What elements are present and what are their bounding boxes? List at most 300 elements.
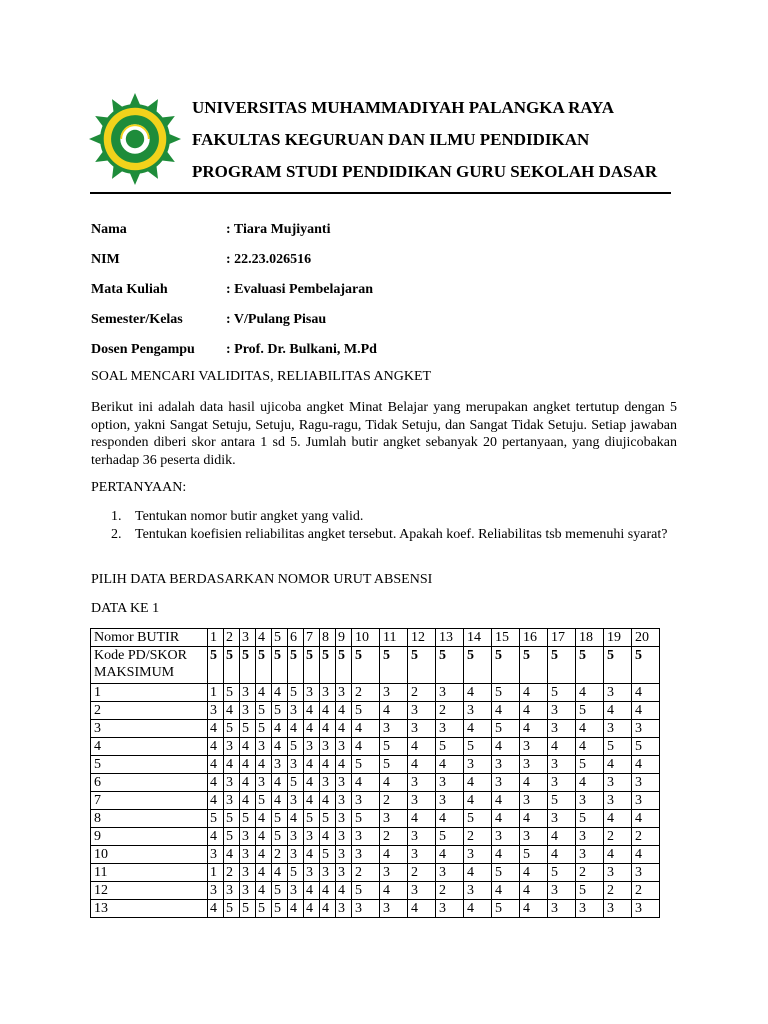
score-cell: 3 <box>208 882 224 900</box>
score-cell: 2 <box>436 882 464 900</box>
score-cell: 4 <box>272 774 288 792</box>
score-cell: 4 <box>224 756 240 774</box>
score-cell: 2 <box>576 864 604 882</box>
max-score-cell: 5 <box>464 647 492 684</box>
score-cell: 4 <box>548 738 576 756</box>
score-cell: 5 <box>492 684 520 702</box>
score-cell: 4 <box>408 738 436 756</box>
score-cell: 4 <box>320 756 336 774</box>
score-cell: 2 <box>408 864 436 882</box>
score-cell: 3 <box>240 828 256 846</box>
score-cell: 5 <box>380 756 408 774</box>
item-number-cell: 9 <box>336 629 352 647</box>
score-cell: 3 <box>352 900 380 918</box>
score-cell: 5 <box>632 738 660 756</box>
score-cell: 3 <box>320 738 336 756</box>
faculty-name: FAKULTAS KEGURUAN DAN ILMU PENDIDIKAN <box>192 130 590 149</box>
score-cell: 4 <box>288 720 304 738</box>
score-cell: 5 <box>224 900 240 918</box>
score-cell: 4 <box>320 828 336 846</box>
pertanyaan-label: PERTANYAAN: <box>91 480 187 495</box>
score-cell: 3 <box>336 828 352 846</box>
item-number-cell: 16 <box>520 629 548 647</box>
score-cell: 5 <box>272 882 288 900</box>
score-cell: 3 <box>632 864 660 882</box>
score-cell: 3 <box>336 792 352 810</box>
score-cell: 5 <box>436 738 464 756</box>
info-label: Mata Kuliah <box>91 282 168 297</box>
score-cell: 3 <box>604 864 632 882</box>
score-cell: 4 <box>464 684 492 702</box>
table-row <box>91 828 660 846</box>
score-cell: 5 <box>256 792 272 810</box>
question-list <box>111 508 677 543</box>
max-score-cell: 5 <box>288 647 304 684</box>
score-cell: 4 <box>380 774 408 792</box>
score-cell: 3 <box>576 846 604 864</box>
header-divider <box>90 192 671 194</box>
score-cell: 4 <box>336 882 352 900</box>
table-header-row <box>91 629 660 647</box>
score-cell: 3 <box>288 792 304 810</box>
score-cell: 5 <box>576 882 604 900</box>
score-cell: 5 <box>240 720 256 738</box>
score-cell: 4 <box>288 810 304 828</box>
score-cell: 4 <box>256 756 272 774</box>
item-number-cell: 12 <box>408 629 436 647</box>
score-cell: 4 <box>408 900 436 918</box>
score-cell: 2 <box>352 864 380 882</box>
max-score-cell: 5 <box>304 647 320 684</box>
score-cell: 2 <box>380 792 408 810</box>
item-number-cell: 20 <box>632 629 660 647</box>
max-score-cell: 5 <box>208 647 224 684</box>
score-cell: 3 <box>352 846 380 864</box>
university-name: UNIVERSITAS MUHAMMADIYAH PALANGKA RAYA <box>192 98 615 117</box>
score-cell: 4 <box>240 774 256 792</box>
score-cell: 3 <box>632 720 660 738</box>
score-cell: 3 <box>436 864 464 882</box>
score-cell: 5 <box>304 810 320 828</box>
score-cell: 3 <box>548 774 576 792</box>
item-number-cell: 3 <box>240 629 256 647</box>
score-cell: 4 <box>272 684 288 702</box>
score-cell: 3 <box>336 738 352 756</box>
score-cell: 5 <box>272 810 288 828</box>
score-table <box>90 628 660 918</box>
score-cell: 3 <box>240 684 256 702</box>
max-score-cell: 5 <box>352 647 380 684</box>
score-cell: 4 <box>548 828 576 846</box>
score-cell: 3 <box>548 756 576 774</box>
score-cell: 4 <box>520 882 548 900</box>
max-score-cell: 5 <box>576 647 604 684</box>
table-row <box>91 846 660 864</box>
score-cell: 4 <box>632 702 660 720</box>
score-cell: 3 <box>632 900 660 918</box>
score-cell: 4 <box>240 792 256 810</box>
max-score-cell: 5 <box>408 647 436 684</box>
score-cell: 5 <box>548 864 576 882</box>
score-cell: 2 <box>464 828 492 846</box>
score-cell: 4 <box>520 684 548 702</box>
score-cell: 4 <box>604 810 632 828</box>
score-cell: 5 <box>548 792 576 810</box>
score-cell: 3 <box>492 756 520 774</box>
score-cell: 3 <box>380 864 408 882</box>
score-cell: 4 <box>240 738 256 756</box>
respondent-id-cell: 9 <box>91 828 208 846</box>
score-cell: 3 <box>320 684 336 702</box>
score-cell: 4 <box>492 882 520 900</box>
score-cell: 3 <box>520 738 548 756</box>
score-cell: 4 <box>520 810 548 828</box>
score-cell: 4 <box>304 882 320 900</box>
score-cell: 5 <box>464 738 492 756</box>
item-number-cell: 15 <box>492 629 520 647</box>
item-number-cell: 19 <box>604 629 632 647</box>
score-cell: 4 <box>256 828 272 846</box>
score-cell: 3 <box>632 774 660 792</box>
score-cell: 2 <box>380 828 408 846</box>
score-cell: 3 <box>320 864 336 882</box>
score-cell: 4 <box>304 774 320 792</box>
score-cell: 5 <box>604 738 632 756</box>
score-cell: 4 <box>520 900 548 918</box>
info-value: : V/Pulang Pisau <box>226 312 327 327</box>
item-number-cell: 6 <box>288 629 304 647</box>
max-score-cell: 5 <box>272 647 288 684</box>
max-score-cell: 5 <box>256 647 272 684</box>
score-cell: 3 <box>224 882 240 900</box>
score-cell: 3 <box>336 810 352 828</box>
respondent-id-cell: 13 <box>91 900 208 918</box>
score-cell: 4 <box>380 882 408 900</box>
score-cell: 3 <box>408 846 436 864</box>
info-label: Nama <box>91 222 127 237</box>
score-cell: 4 <box>304 846 320 864</box>
question-text: Tentukan nomor butir angket yang valid. <box>135 509 364 524</box>
score-cell: 3 <box>336 846 352 864</box>
score-cell: 3 <box>224 792 240 810</box>
score-cell: 3 <box>256 738 272 756</box>
score-cell: 3 <box>548 900 576 918</box>
score-cell: 3 <box>380 684 408 702</box>
score-cell: 3 <box>464 702 492 720</box>
university-logo <box>89 93 181 185</box>
score-cell: 3 <box>576 792 604 810</box>
score-cell: 4 <box>464 774 492 792</box>
score-cell: 5 <box>352 702 380 720</box>
score-cell: 4 <box>576 774 604 792</box>
score-cell: 2 <box>632 828 660 846</box>
score-cell: 4 <box>464 864 492 882</box>
score-cell: 4 <box>576 738 604 756</box>
score-cell: 4 <box>352 774 380 792</box>
info-label: Dosen Pengampu <box>91 342 195 357</box>
score-cell: 4 <box>632 756 660 774</box>
table-row <box>91 684 660 702</box>
score-cell: 4 <box>208 792 224 810</box>
score-cell: 5 <box>352 756 380 774</box>
score-cell: 4 <box>256 864 272 882</box>
score-cell: 4 <box>492 846 520 864</box>
score-cell: 4 <box>604 702 632 720</box>
info-label: NIM <box>91 252 120 267</box>
score-cell: 4 <box>632 810 660 828</box>
score-cell: 4 <box>632 684 660 702</box>
score-cell: 3 <box>288 756 304 774</box>
score-cell: 3 <box>240 702 256 720</box>
score-cell: 5 <box>352 882 380 900</box>
info-value: : 22.23.026516 <box>226 252 312 267</box>
score-cell: 3 <box>492 828 520 846</box>
item-number-cell: 18 <box>576 629 604 647</box>
score-cell: 2 <box>272 846 288 864</box>
score-cell: 3 <box>304 828 320 846</box>
score-cell: 4 <box>272 720 288 738</box>
question-item <box>111 508 677 526</box>
max-score-cell: 5 <box>520 647 548 684</box>
max-score-cell: 5 <box>224 647 240 684</box>
respondent-id-cell: 3 <box>91 720 208 738</box>
table-row <box>91 738 660 756</box>
score-cell: 3 <box>520 756 548 774</box>
score-cell: 5 <box>492 900 520 918</box>
score-cell: 3 <box>224 774 240 792</box>
score-cell: 3 <box>548 810 576 828</box>
score-cell: 4 <box>320 702 336 720</box>
score-cell: 4 <box>320 900 336 918</box>
score-cell: 3 <box>464 846 492 864</box>
score-cell: 4 <box>352 738 380 756</box>
score-cell: 4 <box>436 810 464 828</box>
score-cell: 3 <box>492 774 520 792</box>
soal-title: SOAL MENCARI VALIDITAS, RELIABILITAS ANGKET <box>91 369 432 384</box>
score-cell: 5 <box>320 810 336 828</box>
score-cell: 4 <box>604 846 632 864</box>
score-cell: 4 <box>256 684 272 702</box>
score-cell: 5 <box>224 810 240 828</box>
score-cell: 3 <box>408 720 436 738</box>
score-cell: 3 <box>576 900 604 918</box>
score-cell: 4 <box>224 702 240 720</box>
score-cell: 2 <box>224 864 240 882</box>
score-cell: 3 <box>272 756 288 774</box>
item-number-cell: 2 <box>224 629 240 647</box>
item-number-cell: 11 <box>380 629 408 647</box>
score-cell: 3 <box>604 792 632 810</box>
score-cell: 3 <box>288 702 304 720</box>
score-cell: 4 <box>408 810 436 828</box>
score-cell: 3 <box>548 702 576 720</box>
max-score-cell: 5 <box>632 647 660 684</box>
score-cell: 1 <box>208 684 224 702</box>
score-cell: 4 <box>576 720 604 738</box>
score-cell: 3 <box>336 864 352 882</box>
score-cell: 4 <box>320 882 336 900</box>
score-cell: 3 <box>408 792 436 810</box>
table-header-label: Nomor BUTIR <box>91 629 208 647</box>
max-score-cell: 5 <box>492 647 520 684</box>
max-score-row <box>91 647 660 684</box>
score-cell: 3 <box>632 792 660 810</box>
score-cell: 3 <box>520 792 548 810</box>
score-cell: 4 <box>492 702 520 720</box>
item-number-cell: 8 <box>320 629 336 647</box>
score-cell: 4 <box>240 756 256 774</box>
table-row <box>91 810 660 828</box>
table-row <box>91 720 660 738</box>
score-cell: 1 <box>208 864 224 882</box>
info-value: : Tiara Mujiyanti <box>226 222 331 237</box>
score-cell: 3 <box>304 684 320 702</box>
score-cell: 3 <box>288 846 304 864</box>
score-cell: 4 <box>208 738 224 756</box>
score-cell: 5 <box>380 738 408 756</box>
score-cell: 3 <box>336 684 352 702</box>
score-cell: 4 <box>408 756 436 774</box>
header <box>192 92 657 188</box>
score-cell: 4 <box>256 846 272 864</box>
score-cell: 4 <box>208 900 224 918</box>
score-cell: 4 <box>256 882 272 900</box>
max-score-cell: 5 <box>604 647 632 684</box>
score-cell: 3 <box>436 792 464 810</box>
pilih-label: PILIH DATA BERDASARKAN NOMOR URUT ABSENSI <box>91 572 433 587</box>
info-label: Semester/Kelas <box>91 312 183 327</box>
table-row <box>91 702 660 720</box>
question-item <box>111 526 677 544</box>
score-cell: 4 <box>380 846 408 864</box>
score-cell: 4 <box>336 702 352 720</box>
score-cell: 3 <box>304 738 320 756</box>
score-cell: 2 <box>436 702 464 720</box>
table-row <box>91 882 660 900</box>
score-cell: 4 <box>492 738 520 756</box>
score-cell: 5 <box>288 864 304 882</box>
score-cell: 5 <box>224 684 240 702</box>
item-number-cell: 17 <box>548 629 576 647</box>
score-cell: 5 <box>288 738 304 756</box>
table-row <box>91 792 660 810</box>
score-cell: 2 <box>604 828 632 846</box>
score-cell: 3 <box>336 774 352 792</box>
score-cell: 2 <box>352 684 380 702</box>
score-cell: 4 <box>320 792 336 810</box>
table-row <box>91 756 660 774</box>
score-cell: 3 <box>240 882 256 900</box>
score-cell: 3 <box>208 702 224 720</box>
score-cell: 3 <box>352 792 380 810</box>
score-cell: 5 <box>240 900 256 918</box>
score-cell: 3 <box>548 720 576 738</box>
description-paragraph: Berikut ini adalah data hasil ujicoba angket Minat Belajar yang merupakan angket tertutup dengan 5 option, yakni Sangat Setuju, Setuju, Ragu-ragu, Tidak Setuju, dan Sangat Tidak Setuju. Setiap jawaban responden diberi skor antara 1 sd 5. Jumlah butir angket sebanyak 20 pertanyaan, yang diujicobakan terhadap 36 peserta didik. <box>91 400 677 468</box>
score-cell: 4 <box>520 864 548 882</box>
score-cell: 4 <box>208 720 224 738</box>
score-cell: 3 <box>208 846 224 864</box>
max-score-cell: 5 <box>240 647 256 684</box>
program-name: PROGRAM STUDI PENDIDIKAN GURU SEKOLAH DASAR <box>192 162 658 181</box>
respondent-id-cell: 10 <box>91 846 208 864</box>
score-cell: 5 <box>272 900 288 918</box>
max-score-cell: 5 <box>380 647 408 684</box>
score-cell: 5 <box>224 828 240 846</box>
score-cell: 3 <box>576 828 604 846</box>
score-cell: 3 <box>380 900 408 918</box>
score-cell: 3 <box>352 828 380 846</box>
score-cell: 2 <box>408 684 436 702</box>
respondent-id-cell: 11 <box>91 864 208 882</box>
score-cell: 3 <box>288 882 304 900</box>
score-cell: 4 <box>288 900 304 918</box>
score-cell: 4 <box>208 774 224 792</box>
score-cell: 5 <box>288 774 304 792</box>
score-cell: 5 <box>272 702 288 720</box>
max-score-cell: 5 <box>320 647 336 684</box>
score-cell: 4 <box>304 756 320 774</box>
score-cell: 3 <box>256 774 272 792</box>
score-cell: 3 <box>304 864 320 882</box>
score-cell: 4 <box>520 702 548 720</box>
respondent-id-cell: 4 <box>91 738 208 756</box>
item-number-cell: 1 <box>208 629 224 647</box>
table-row <box>91 774 660 792</box>
score-cell: 5 <box>576 756 604 774</box>
score-cell: 4 <box>520 774 548 792</box>
score-cell: 4 <box>436 756 464 774</box>
score-cell: 3 <box>604 684 632 702</box>
score-cell: 5 <box>520 846 548 864</box>
score-cell: 5 <box>256 900 272 918</box>
score-cell: 5 <box>436 828 464 846</box>
score-cell: 5 <box>576 810 604 828</box>
score-cell: 4 <box>320 720 336 738</box>
score-cell: 4 <box>352 720 380 738</box>
score-cell: 4 <box>632 846 660 864</box>
max-score-cell: 5 <box>336 647 352 684</box>
score-cell: 3 <box>604 720 632 738</box>
data-ke-label: DATA KE 1 <box>91 601 160 616</box>
score-cell: 3 <box>408 828 436 846</box>
score-cell: 5 <box>288 684 304 702</box>
score-cell: 4 <box>336 720 352 738</box>
score-cell: 2 <box>604 882 632 900</box>
score-cell: 3 <box>240 846 256 864</box>
item-number-cell: 5 <box>272 629 288 647</box>
score-cell: 5 <box>576 702 604 720</box>
score-cell: 5 <box>256 720 272 738</box>
kode-label: Kode PD/SKOR MAKSIMUM <box>91 647 208 684</box>
score-cell: 4 <box>464 900 492 918</box>
score-cell: 3 <box>336 900 352 918</box>
score-cell: 2 <box>632 882 660 900</box>
score-cell: 4 <box>520 720 548 738</box>
score-cell: 3 <box>464 756 492 774</box>
score-cell: 4 <box>272 738 288 756</box>
score-cell: 5 <box>492 864 520 882</box>
score-cell: 3 <box>288 828 304 846</box>
score-cell: 5 <box>224 720 240 738</box>
score-cell: 5 <box>320 846 336 864</box>
question-number: 2. <box>111 526 122 542</box>
score-cell: 3 <box>548 882 576 900</box>
item-number-cell: 10 <box>352 629 380 647</box>
score-cell: 4 <box>256 810 272 828</box>
score-cell: 4 <box>464 792 492 810</box>
question-text: Tentukan koefisien reliabilitas angket tersebut. Apakah koef. Reliabilitas tsb memenuhi syarat? <box>135 526 668 542</box>
item-number-cell: 4 <box>256 629 272 647</box>
